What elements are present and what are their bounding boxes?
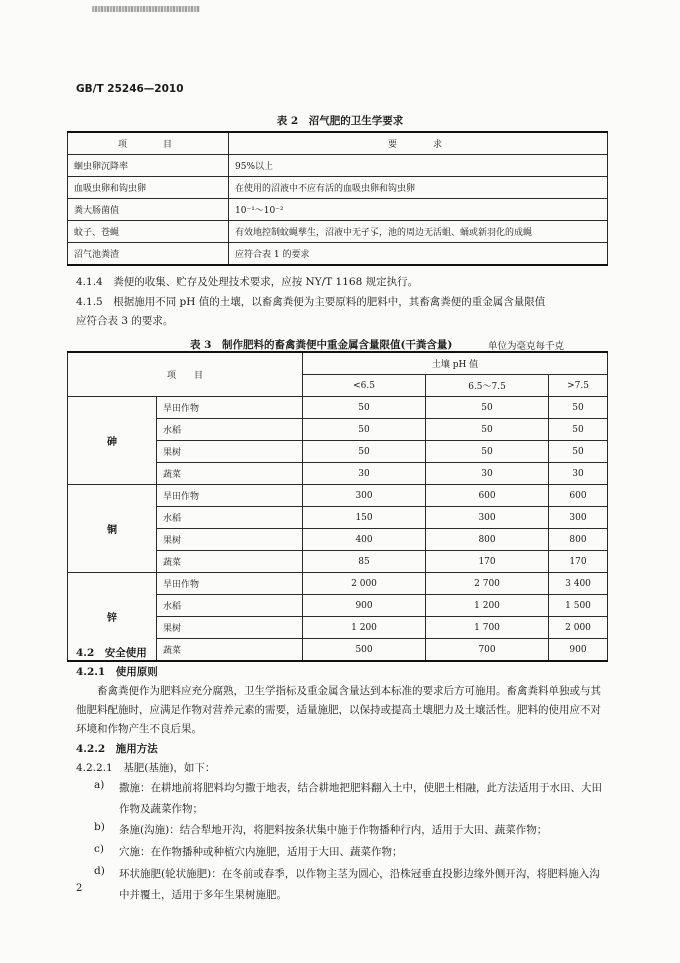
table-header-row: [68, 132, 608, 155]
item-cell: 蛔虫卵沉降率: [68, 155, 229, 177]
value-cell: 400: [303, 529, 426, 551]
crop-cell: 蔬菜: [157, 639, 303, 662]
requirement-cell: 在使用的沼液中不应有活的血吸虫卵和钩虫卵: [229, 177, 608, 199]
table-row: [68, 221, 608, 243]
crop-cell: 果树: [157, 441, 303, 463]
value-cell: 900: [549, 639, 608, 662]
crop-cell: 蔬菜: [157, 551, 303, 573]
crop-cell: 蔬菜: [157, 463, 303, 485]
value-cell: 700: [426, 639, 549, 662]
value-cell: 500: [303, 639, 426, 662]
section-4-2-1-title: 4.2.1 使用原则: [76, 666, 158, 678]
value-cell: 50: [426, 419, 549, 441]
element-cell: 铜: [68, 485, 157, 573]
value-cell: 50: [549, 397, 608, 419]
crop-cell: 水稻: [157, 507, 303, 529]
value-cell: 300: [303, 485, 426, 507]
ph-col-header: 6.5～7.5: [426, 375, 549, 397]
value-cell: 800: [549, 529, 608, 551]
crop-cell: 水稻: [157, 595, 303, 617]
table-row: [68, 243, 608, 266]
value-cell: 50: [303, 419, 426, 441]
value-cell: 2 000: [549, 617, 608, 639]
clause-4-1-5-cont: 应符合表 3 的要求。: [76, 315, 174, 327]
list-item-label: d): [94, 865, 105, 877]
value-cell: 1 700: [426, 617, 549, 639]
item-header: 项 目: [68, 352, 303, 397]
table2-caption: 表 2 沼气肥的卫生学要求: [276, 115, 404, 127]
list-item-label: b): [94, 821, 105, 833]
crop-cell: 旱田作物: [157, 397, 303, 419]
requirement-cell: 95%以上: [229, 155, 608, 177]
value-cell: 3 400: [549, 573, 608, 595]
crop-cell: 旱田作物: [157, 573, 303, 595]
value-cell: 50: [426, 397, 549, 419]
clause-4-1-4: 4.1.4 粪便的收集、贮存及处理技术要求，应按 NY/T 1168 规定执行。: [76, 276, 419, 288]
requirement-cell: 应符合表 1 的要求: [229, 243, 608, 266]
table-row: [68, 397, 608, 419]
value-cell: 1 200: [426, 595, 549, 617]
table3: [67, 351, 608, 662]
value-cell: 30: [303, 463, 426, 485]
crop-cell: 旱田作物: [157, 485, 303, 507]
value-cell: 2 700: [426, 573, 549, 595]
table-row: [68, 573, 608, 595]
value-cell: 50: [549, 441, 608, 463]
table3-caption: 表 3 制作肥料的畜禽粪便中重金属含量限值(干粪含量): [190, 339, 453, 351]
value-cell: 1 200: [303, 617, 426, 639]
clause-4-1-5: 4.1.5 根据施用不同 pH 值的土壤，以畜禽粪便为主要原料的肥料中，其畜禽粪便的重金属含量限值: [76, 296, 546, 308]
value-cell: 50: [549, 419, 608, 441]
value-cell: 170: [549, 551, 608, 573]
table-row: [68, 155, 608, 177]
section-4-2-1-body: 畜禽粪便作为肥料应充分腐熟，卫生学指标及重金属含量达到本标准的要求后方可施用。畜禽粪料单独或与其他肥料配施时，应满足作物对营养元素的需要，适量施肥，以保持或提高土壤肥力及土壤活性。肥料的使用应不对环境和作物产生不良后果。: [76, 685, 601, 735]
value-cell: 50: [426, 441, 549, 463]
value-cell: 300: [549, 507, 608, 529]
value-cell: 170: [426, 551, 549, 573]
table-row: [68, 177, 608, 199]
item-cell: 沼气池粪渣: [68, 243, 229, 266]
item-cell: 粪大肠菌值: [68, 199, 229, 221]
value-cell: 1 500: [549, 595, 608, 617]
section-4-2-2-title: 4.2.2 施用方法: [76, 743, 158, 755]
table-row: [68, 199, 608, 221]
item-cell: 蚊子、苍蝇: [68, 221, 229, 243]
ph-header: 土壤 pH 值: [303, 352, 608, 375]
value-cell: 50: [303, 397, 426, 419]
section-4-2-title: 4.2 安全使用: [76, 647, 147, 659]
list-item-label: a): [94, 779, 105, 791]
scan-artifact: [92, 6, 200, 12]
ph-col-header: <6.5: [303, 375, 426, 397]
page-number: 2: [76, 883, 83, 894]
element-cell: 锌: [68, 573, 157, 662]
crop-cell: 果树: [157, 529, 303, 551]
value-cell: 30: [426, 463, 549, 485]
crop-cell: 水稻: [157, 419, 303, 441]
standard-number: GB/T 25246—2010: [76, 83, 184, 95]
list-item-text: 环状施肥(轮状施肥)：在冬前或春季，以作物主茎为圆心，沿株冠垂直投影边缘外侧开沟，将肥料施入沟中并覆土，适用于多年生果树施肥。: [119, 868, 600, 901]
requirement-cell: 10⁻¹～10⁻²: [229, 199, 608, 221]
column-header: 项 目: [68, 132, 229, 155]
value-cell: 300: [426, 507, 549, 529]
element-cell: 砷: [68, 397, 157, 485]
section-4-2-2-1: 4.2.2.1 基肥(基施)，如下：: [76, 762, 216, 774]
list-item-text: 穴施：在作物播种或种植穴内施肥，适用于大田、蔬菜作物；: [119, 846, 403, 858]
value-cell: 600: [426, 485, 549, 507]
value-cell: 2 000: [303, 573, 426, 595]
item-cell: 血吸虫卵和钩虫卵: [68, 177, 229, 199]
ph-col-header: >7.5: [549, 375, 608, 397]
column-header: 要 求: [229, 132, 608, 155]
value-cell: 900: [303, 595, 426, 617]
table-row: [68, 485, 608, 507]
value-cell: 800: [426, 529, 549, 551]
value-cell: 150: [303, 507, 426, 529]
list-item-text: 条施(沟施)：结合犁地开沟，将肥料按条状集中施于作物播种行内，适用于大田、蔬菜作物；: [119, 824, 548, 836]
table3-unit: 单位为毫克每千克: [488, 341, 565, 352]
list-item-label: c): [94, 843, 104, 855]
value-cell: 50: [303, 441, 426, 463]
table-header-row: [68, 352, 608, 375]
requirement-cell: 有效地控制蚊蝇孳生，沼液中无孑孓，池的周边无活蛆、蛹或新羽化的成蝇: [229, 221, 608, 243]
table2: [67, 131, 608, 266]
value-cell: 600: [549, 485, 608, 507]
list-item-text: 撒施：在耕地前将肥料均匀撒于地表，结合耕地把肥料翻入土中，使肥土相融，此方法适用于水田、大田作物及蔬菜作物；: [119, 782, 602, 815]
value-cell: 30: [549, 463, 608, 485]
value-cell: 85: [303, 551, 426, 573]
crop-cell: 果树: [157, 617, 303, 639]
